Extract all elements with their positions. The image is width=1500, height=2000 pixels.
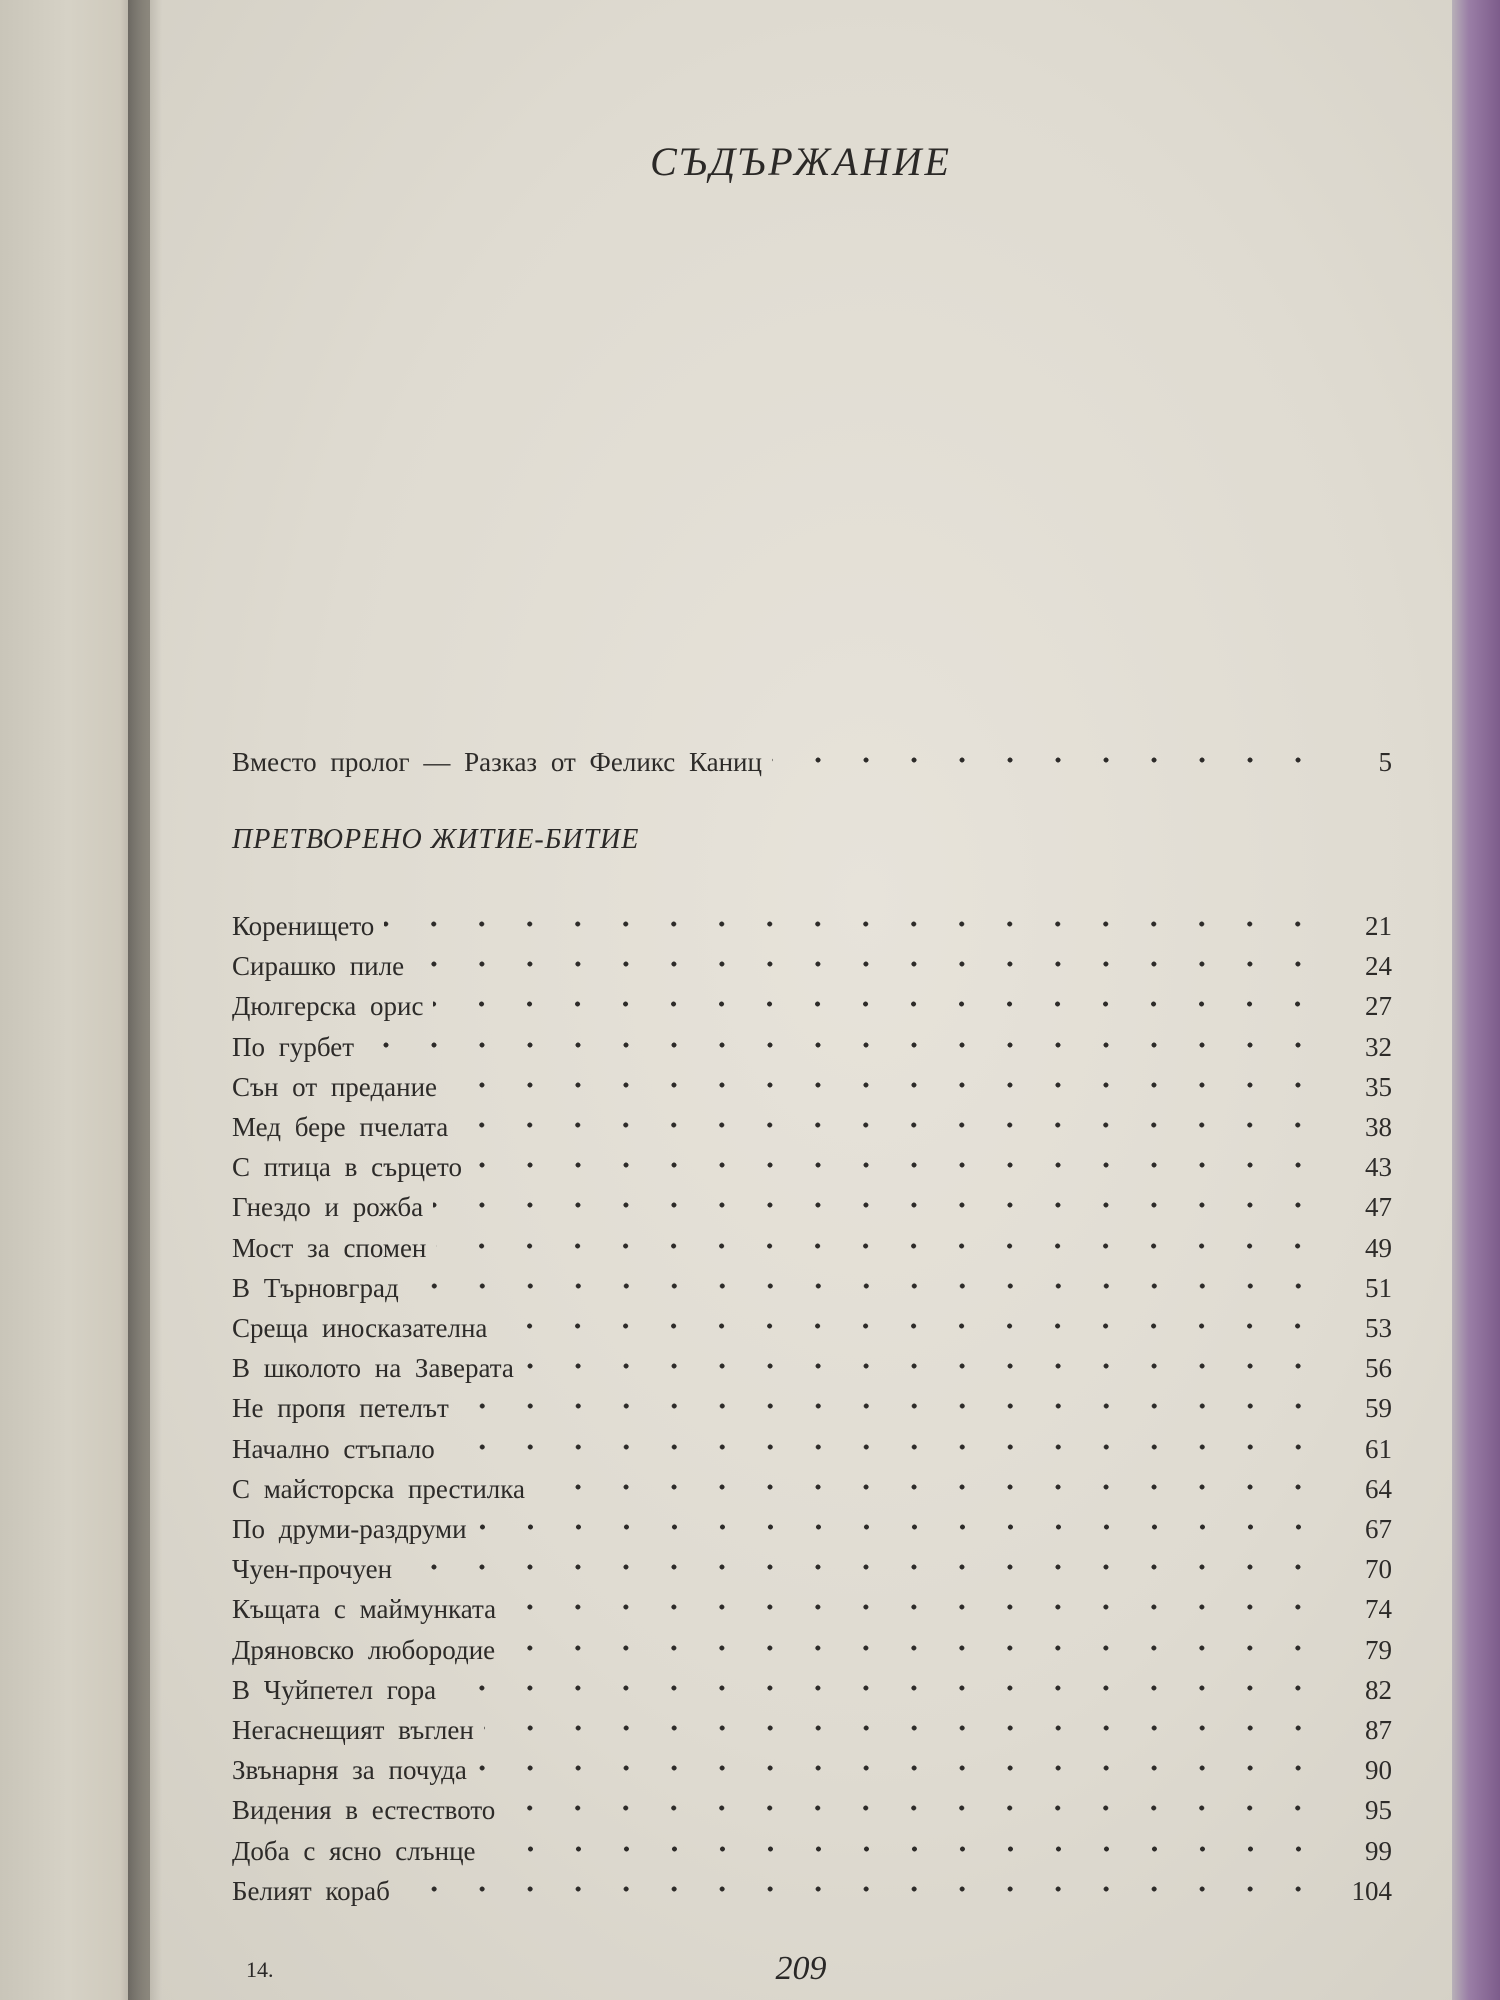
signature-mark: 14. xyxy=(246,1957,274,1982)
toc-entry-title: По друми-раздруми xyxy=(232,1514,467,1544)
dot-leader xyxy=(400,1878,1322,1900)
dot-leader xyxy=(402,1556,1322,1578)
dot-leader xyxy=(535,1476,1322,1498)
dot-leader xyxy=(414,953,1322,975)
toc-entry xyxy=(232,1027,1392,1067)
dot-leader xyxy=(505,1637,1322,1659)
toc-entry-page: 79 xyxy=(1365,1634,1392,1665)
toc-entry-page: 27 xyxy=(1365,991,1392,1022)
dot-leader xyxy=(486,1838,1322,1860)
toc-entry-title: Къщата с маймунката xyxy=(232,1594,497,1625)
toc-entry-page: 74 xyxy=(1365,1594,1392,1625)
toc-entry xyxy=(232,1871,1392,1911)
toc-entry xyxy=(232,1147,1392,1187)
toc-entry-page: 64 xyxy=(1365,1473,1392,1504)
toc-entry-title: Мост за спомен xyxy=(232,1232,427,1263)
dot-leader xyxy=(384,913,1322,935)
toc-entry-page: 47 xyxy=(1365,1192,1392,1223)
toc-entry-title: Мед бере пчелата xyxy=(232,1112,449,1142)
dot-leader xyxy=(477,1757,1322,1779)
toc-entry-page: 38 xyxy=(1365,1112,1392,1142)
dot-leader xyxy=(524,1355,1322,1377)
toc-entry-page: 56 xyxy=(1365,1353,1392,1384)
toc-entry xyxy=(232,1670,1392,1710)
toc-entry xyxy=(232,1549,1392,1589)
toc-entry-title: Сирашко пиле xyxy=(232,951,405,982)
dot-leader xyxy=(472,1154,1322,1176)
toc-entry-title: Начално стъпало xyxy=(232,1433,435,1464)
toc-entry-title: Доба с ясно слънце xyxy=(232,1835,476,1866)
toc-entry-page: 53 xyxy=(1365,1313,1392,1343)
toc-prologue xyxy=(232,742,1392,782)
toc-entry-title: Звънарня за почуда xyxy=(232,1755,467,1786)
toc-entry-title: Сън от предание xyxy=(232,1071,438,1102)
toc-entry xyxy=(232,946,1392,986)
dot-leader xyxy=(445,1436,1322,1458)
dot-leader xyxy=(506,1596,1322,1618)
page-title: СЪДЪРЖАНИЕ xyxy=(650,139,952,184)
toc-entry xyxy=(232,986,1392,1026)
dot-leader xyxy=(484,1717,1322,1739)
toc-entry-title: В Чуйпетел гора xyxy=(232,1674,437,1705)
toc-entry xyxy=(232,1228,1392,1268)
toc-entry-title: В школото на Заверата xyxy=(232,1353,514,1384)
dot-leader xyxy=(436,1235,1322,1257)
section-heading: ПРЕТВОРЕНО ЖИТИЕ-БИТИЕ xyxy=(232,824,640,855)
toc-entry-page: 67 xyxy=(1365,1514,1392,1544)
dot-leader xyxy=(459,1395,1322,1417)
dot-leader xyxy=(505,1797,1322,1819)
toc-entry xyxy=(232,1187,1392,1227)
contents-page xyxy=(150,0,1452,2000)
toc-entry-title: С птица в сърцето xyxy=(232,1152,462,1183)
page-number: 209 xyxy=(775,1950,827,1987)
toc-entry-page: 87 xyxy=(1365,1715,1392,1745)
toc-entry-title: Чуен-прочуен xyxy=(232,1554,393,1585)
toc-entry xyxy=(232,1831,1392,1871)
toc-entry xyxy=(232,1790,1392,1830)
toc-entry xyxy=(232,1268,1392,1308)
toc-entry-title: Среща иносказателна xyxy=(232,1313,488,1343)
toc-entry-page: 24 xyxy=(1365,951,1392,982)
toc-entry xyxy=(232,1429,1392,1469)
toc-entry-page: 43 xyxy=(1365,1152,1392,1183)
toc-entry-title: Не пропя петелът xyxy=(232,1393,449,1424)
dot-leader xyxy=(772,749,1322,771)
toc-entry-page: 99 xyxy=(1365,1835,1392,1866)
toc-entry-title: По гурбет xyxy=(232,1031,354,1062)
toc-entry-page: 59 xyxy=(1365,1393,1392,1424)
dot-leader xyxy=(409,1275,1322,1297)
toc-entry-title: С майсторска престилка xyxy=(232,1473,525,1504)
toc-entry-page: 32 xyxy=(1365,1031,1392,1062)
toc-entry-title: Вместо пролог — Разказ от Феликс Каниц xyxy=(232,747,762,777)
toc-entry xyxy=(232,906,1392,946)
toc-entry-title: В Търновград xyxy=(232,1272,399,1303)
toc-entry-page: 61 xyxy=(1365,1433,1392,1464)
book-edge xyxy=(1452,0,1500,2000)
toc-entry xyxy=(232,1388,1392,1428)
toc-entry-page: 51 xyxy=(1365,1272,1392,1303)
toc-entry xyxy=(232,1067,1392,1107)
toc-entry-title: Негаснещият въглен xyxy=(232,1715,474,1745)
toc-entry xyxy=(232,1348,1392,1388)
toc-entry-title: Гнездо и рожба xyxy=(232,1192,424,1223)
toc-entry-title: Коренището xyxy=(232,911,375,941)
toc-entry-title: Дряновско любородие xyxy=(232,1634,496,1665)
dot-leader xyxy=(364,1034,1322,1056)
toc-entry-page: 49 xyxy=(1365,1232,1392,1263)
dot-leader xyxy=(446,1677,1322,1699)
dot-leader xyxy=(458,1114,1322,1136)
dot-leader xyxy=(447,1074,1322,1096)
toc-entry-page: 90 xyxy=(1365,1755,1392,1786)
dot-leader xyxy=(433,993,1322,1015)
toc-entry-page: 95 xyxy=(1365,1795,1392,1826)
dot-leader xyxy=(433,1194,1322,1216)
toc-entry-page: 5 xyxy=(1378,747,1392,777)
toc-entry-title: Видения в естеството xyxy=(232,1795,496,1826)
toc-entry-page: 82 xyxy=(1365,1674,1392,1705)
toc-entry-title: Белият кораб xyxy=(232,1875,390,1906)
toc-entry-page: 35 xyxy=(1365,1071,1392,1102)
dot-leader xyxy=(497,1315,1322,1337)
toc-entry xyxy=(232,1589,1392,1629)
toc-entry xyxy=(232,1630,1392,1670)
dot-leader xyxy=(477,1516,1322,1538)
toc-entry-title: Дюлгерска орис xyxy=(232,991,424,1022)
toc-entry xyxy=(232,1509,1392,1549)
toc-entry-page: 70 xyxy=(1365,1554,1392,1585)
toc-entry xyxy=(232,1710,1392,1750)
toc-entry xyxy=(232,1107,1392,1147)
toc-entry xyxy=(232,1469,1392,1509)
toc-entry-page: 104 xyxy=(1351,1875,1392,1906)
toc-entry xyxy=(232,1750,1392,1790)
toc-entry-page: 21 xyxy=(1365,911,1392,941)
toc-entry xyxy=(232,1308,1392,1348)
